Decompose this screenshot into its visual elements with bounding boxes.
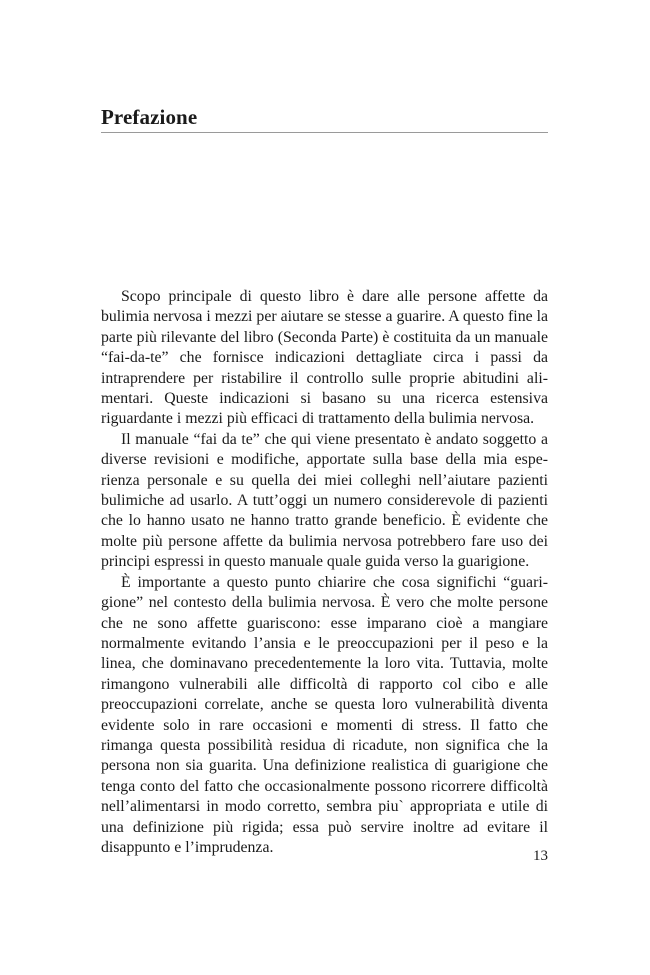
chapter-title: Prefazione [101, 105, 198, 129]
paragraph: Scopo principale di questo libro è dare alle persone affette da bulimia nervosa i mezzi per aiutare se stesse a guarire. A questo fine la parte più rilevante del libro (Seconda Parte) è costituita da un manuale “fai-da-te” che fornisce indicazioni dettagliate circa i passi da intraprendere per ristabilire il controllo sulle proprie abitudini alimentari. Queste indicazioni si basano su una ricerca estensiva riguardante i mezzi più efficaci di trattamento della bulimia nervosa. [101, 288, 548, 428]
paragraph: Il manuale “fai da te” che qui viene presentato è andato soggetto a diverse revisioni e modifiche, apportate sulla base della mia esperienza personale e su quella dei miei colleghi nell’aiutare pazienti bulimiche ad usarlo. A tutt’oggi un numero considerevole di pazienti che lo hanno usato ne hanno tratto grande beneficio. È evidente che molte più persone affette da bulimia nervosa potrebbero fare uso dei principi espressi in questo manuale quale guida verso la guarigione. [101, 430, 548, 571]
title-rule [101, 132, 548, 133]
paragraph: È importante a questo punto chiarire che cosa significhi “guarigione” nel contesto della bulimia nervosa. È vero che molte persone che ne sono affette guariscono: esse imparano cioè a mangiare normalmente evitando l’ansia e le preoccupazioni per il peso e la linea, che dominavano precedentemente la loro vita. Tuttavia, molte rimangono vulnerabili alle difficoltà di rapporto col cibo e alle preoccupazioni correlate, anche se questa loro vulnerabilità diventa evidente solo in rare occasioni e momenti di stress. Il fatto che rimanga questa possibilità residua di ricadute, non significa che la persona non sia guarita. Una definizione realistica di guarigione che tenga conto del fatto che occasionalmente possono ricorrere difficoltà nell’alimentarsi in modo corretto, sembra piu` appropriata e utile di una definizione più rigida; essa può servire inoltre ad evitare il disappunto e l’imprudenza. [101, 573, 548, 856]
page-number: 13 [533, 848, 548, 864]
body-text [101, 287, 548, 858]
